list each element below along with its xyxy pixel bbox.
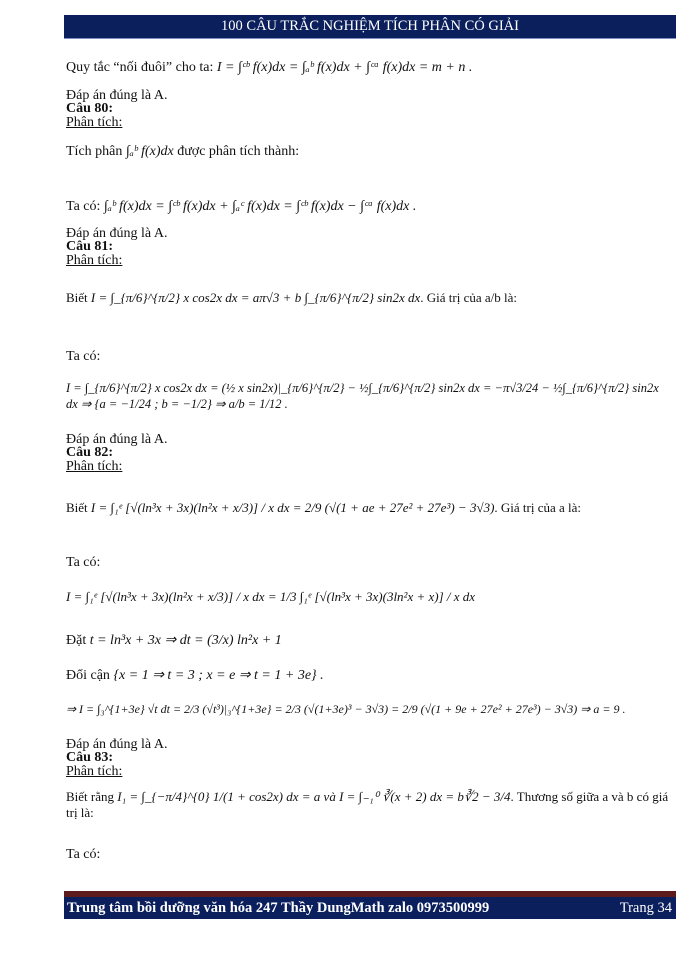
formula: I = ∫ᶜᵇ f(x)dx = ∫ₐᵇ f(x)dx + ∫ᶜᵃ f(x)dx = m + n .: [216, 60, 473, 75]
answer-line: Đáp án đúng là A.: [66, 737, 168, 752]
doc-line: [66, 144, 672, 160]
question-heading: Câu 82:: [66, 445, 114, 460]
line-text: . Giá trị của a/b là:: [420, 290, 517, 305]
doc-line: [66, 199, 672, 215]
line-text: Đổi cận: [66, 668, 110, 683]
analysis-heading: Phân tích:: [66, 253, 123, 268]
analysis-heading: Phân tích:: [66, 764, 123, 779]
line-text: . Giá trị của a là:: [494, 500, 582, 515]
answer-line: Đáp án đúng là A.: [66, 88, 168, 103]
formula: t = ln³x + 3x ⇒ dt = (3/x) ln²x + 1: [89, 633, 282, 648]
formula: {x = 1 ⇒ t = 3 ; x = e ⇒ t = 1 + 3e} .: [113, 668, 324, 683]
doc-line: [66, 668, 672, 684]
formula: I₁ = ∫_{−π/4}^{0} 1/(1 + cos2x) dx = a và I = ∫₋₁⁰ ∛(x + 2) dx = b∛2 − 3/4: [117, 789, 511, 804]
doc-line: Ta có:: [66, 847, 101, 862]
page-number: Trang 34: [619, 900, 672, 916]
formula: I = ∫₁ᵉ [√(ln³x + 3x)(ln²x + x/3)] / x dx = 1/3 ∫₁ᵉ [√(ln³x + 3x)(3ln²x + x)] / x dx: [66, 589, 476, 604]
line-text: Tích phân: [66, 144, 123, 159]
answer-line: Đáp án đúng là A.: [66, 432, 168, 447]
footer-text: Trung tâm bồi dưỡng văn hóa 247 Thầy DungMath zalo 0973500999: [67, 900, 490, 916]
doc-line: [66, 633, 672, 649]
page-footer: [64, 897, 676, 919]
formula: I = ∫_{π/6}^{π/2} x cos2x dx = aπ√3 + b ∫_{π/6}^{π/2} sin2x dx: [90, 290, 421, 305]
doc-line: Ta có:: [66, 349, 101, 364]
formula: ⇒ I = ∫₃^{1+3e} √t dt = 2/3 (√t³)|₃^{1+3e} = 2/3 (√(1+3e)³ − 3√3) = 2/9 (√(1 + 9e + 27e² + 27e³) − 3√3) ⇒ a = 9 .: [66, 702, 626, 716]
formula: ∫ₐᵇ f(x)dx: [125, 144, 174, 159]
formula: I = ∫₁ᵉ [√(ln³x + 3x)(ln²x + x/3)] / x dx = 2/9 (√(1 + ae + 27e² + 27e³) − 3√3): [90, 500, 495, 515]
line-text: Ta có:: [66, 199, 101, 214]
doc-line: [66, 500, 672, 516]
line-text: được phân tích thành:: [177, 144, 300, 159]
formula: I = ∫_{π/6}^{π/2} x cos2x dx = (½ x sin2x)|_{π/6}^{π/2} − ½∫_{π/6}^{π/2} sin2x dx = −π√3/24 − ½∫_{π/6}^{π/2} sin2x dx ⇒ {a = −1/24 ; b = −1/2} ⇒ a/b = 1/12 .: [66, 381, 659, 411]
question-heading: Câu 80:: [66, 101, 114, 116]
line-text: Biết rằng: [66, 789, 115, 804]
line-text: Biết: [66, 290, 88, 305]
doc-line: Ta có:: [66, 555, 101, 570]
formula: ∫ₐᵇ f(x)dx = ∫ᶜᵇ f(x)dx + ∫ₐᶜ f(x)dx = ∫ᶜᵇ f(x)dx − ∫ᶜᵃ f(x)dx .: [103, 199, 417, 214]
doc-line: [66, 60, 672, 76]
line-text: Đặt: [66, 633, 87, 648]
page-header: 100 CÂU TRẮC NGHIỆM TÍCH PHÂN CÓ GIẢI: [64, 15, 676, 39]
answer-line: Đáp án đúng là A.: [66, 226, 168, 241]
analysis-heading: Phân tích:: [66, 115, 123, 130]
line-text: Quy tắc “nối đuôi” cho ta:: [66, 60, 214, 75]
question-heading: Câu 81:: [66, 239, 114, 254]
line-text: Biết: [66, 500, 88, 515]
doc-line: [66, 789, 672, 821]
doc-line: [66, 290, 672, 306]
analysis-heading: Phân tích:: [66, 459, 123, 474]
question-heading: Câu 83:: [66, 750, 114, 765]
line-text: . Thương số giữa a và b có giá trị là:: [66, 789, 669, 820]
